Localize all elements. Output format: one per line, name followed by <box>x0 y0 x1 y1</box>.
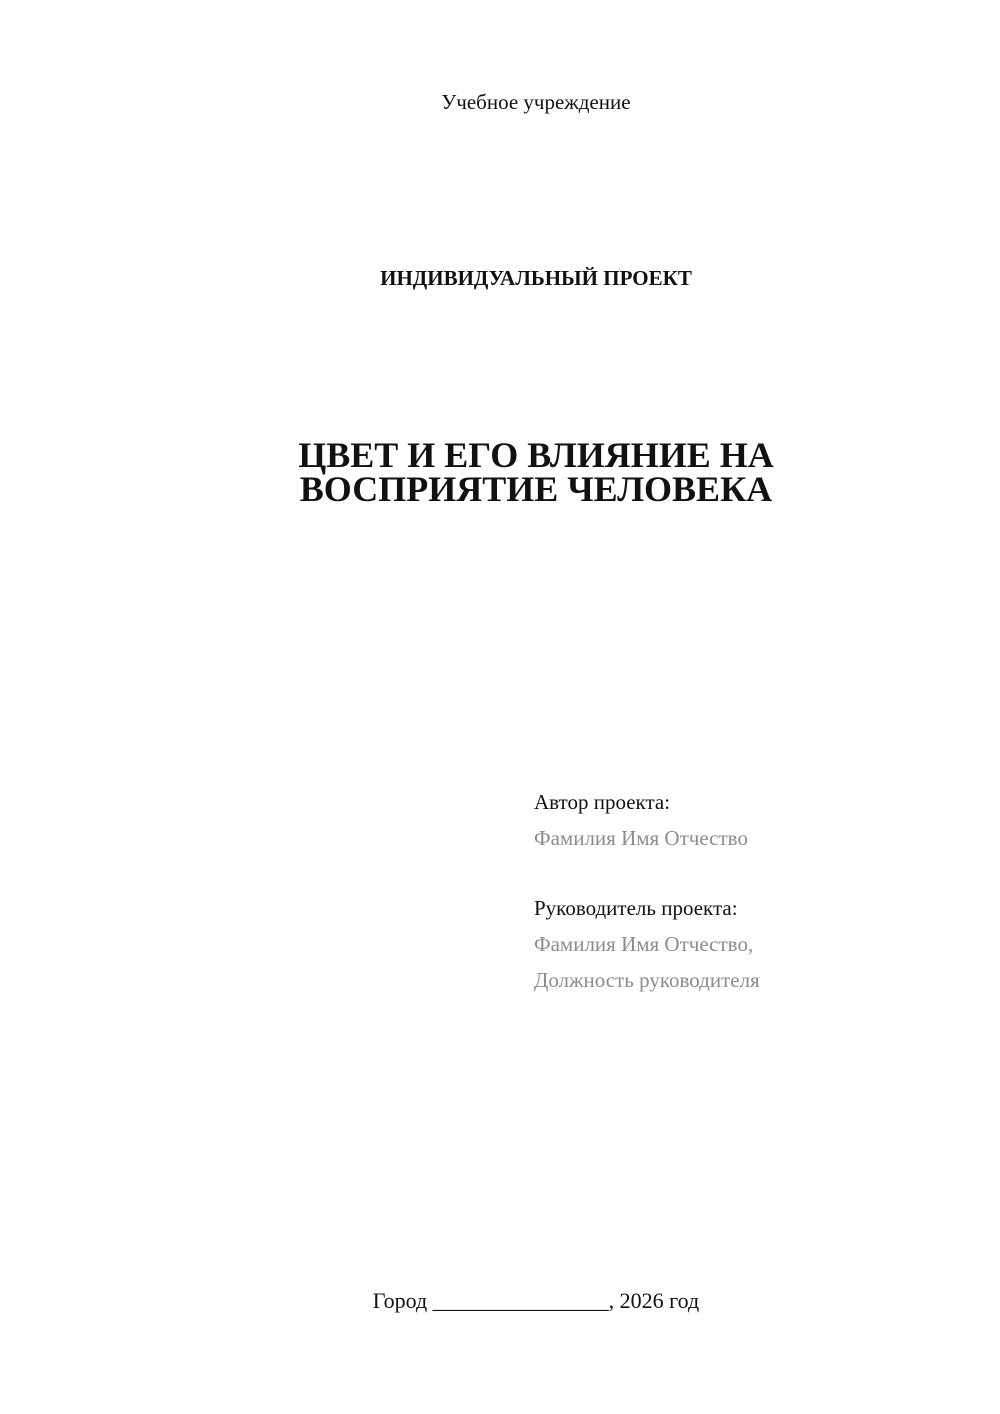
institution-name: Учебное учреждение <box>441 90 631 114</box>
author-name: Фамилия Имя Отчество <box>534 826 748 850</box>
supervisor-position: Должность руководителя <box>534 968 760 992</box>
author-label: Автор проекта: <box>534 790 671 814</box>
supervisor-label: Руководитель проекта: <box>534 896 738 920</box>
project-title-line-2: ВОСПРИЯТИЕ ЧЕЛОВЕКА <box>299 469 773 509</box>
project-type-heading: ИНДИВИДУАЛЬНЫЙ ПРОЕКТ <box>380 266 692 290</box>
supervisor-block <box>534 890 760 998</box>
author-block <box>534 784 748 856</box>
city-year-footer: Город ________________, 2026 год <box>372 1288 700 1313</box>
supervisor-name: Фамилия Имя Отчество, <box>534 932 754 956</box>
project-title <box>0 435 1000 509</box>
project-title-line-1: ЦВЕТ И ЕГО ВЛИЯНИЕ НА <box>298 435 774 475</box>
